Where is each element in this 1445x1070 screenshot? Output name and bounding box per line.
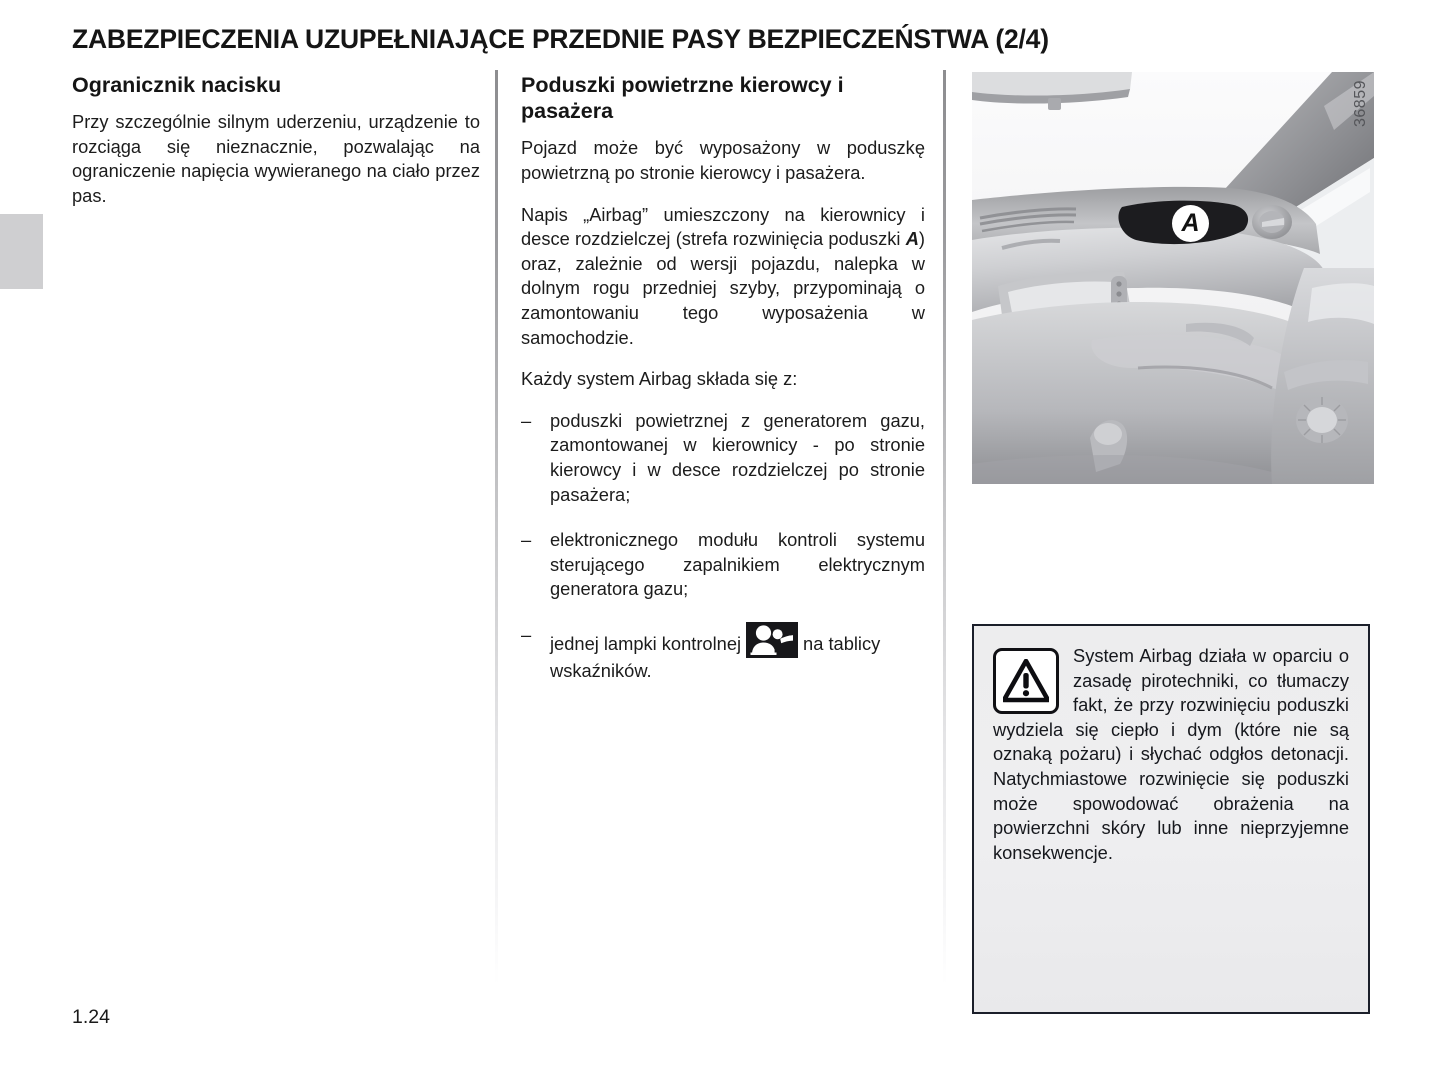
list-item-text-after-icon: na tablicy wskaźników. [550,632,881,681]
warning-triangle-icon [993,648,1059,714]
chapter-edge-tab [0,214,43,289]
airbag-components-list [521,409,925,684]
list-dash: – [521,409,532,431]
middle-column [521,72,925,684]
list-item-text-before-icon: jednej lampki kontrolnej [550,632,742,654]
figure-callout-a: A [1172,205,1209,242]
list-item-text: elektronicznego modułu kontroli systemu sterującego zapalnikiem elektrycznym generatora gazu; [550,529,925,600]
page-title: ZABEZPIECZENIA UZUPEŁNIAJĄCE PRZEDNIE PASY BEZPIECZEŃSTWA (2/4) [72,24,1049,54]
airbag-components-lead: Każdy system Airbag składa się z: [521,368,798,390]
figure-reference-number: 36859 [1352,80,1369,127]
airbag-label-paragraph [521,203,925,351]
left-column-heading: Ogranicznik nacisku [72,73,282,97]
left-column [72,72,480,209]
airbag-zone-emphasis: A [905,228,919,250]
column-divider-right [943,70,946,985]
airbag-label-paragraph-part2: ) oraz, zależnie od wersji pojazdu, nalepka w dolnym rogu przedniej szyby, przypominają o zamontowaniu tego wyposażenia w samochodzie. [521,228,925,348]
list-dash: – [521,529,532,551]
list-dash: – [521,623,532,645]
list-item [521,528,925,602]
list-item [521,409,925,507]
left-column-paragraph: Przy szczególnie silnym uderzeniu, urządzenie to rozciąga się nieznacznie, pozwalając na ograniczenie napięcia wywieranego na ciało przez pas. [72,111,480,206]
warning-panel [972,624,1370,1014]
list-item-text: poduszki powietrznej z generatorem gazu, zamontowanej w kierownicy - po stronie kierowcy i w desce rozdzielczej po stronie pasażera; [550,409,925,505]
airbag-warning-lamp-icon [746,622,798,658]
middle-column-heading: Poduszki powietrzne kierowcy i pasażera [521,73,844,124]
airbag-label-paragraph-part1: Napis „Airbag” umieszczony na kierownicy i desce rozdzielczej (strefa rozwinięcia poduszki [521,203,925,250]
dashboard-illustration [972,72,1374,484]
airbag-intro-paragraph: Pojazd może być wyposażony w poduszkę powietrzną po stronie kierowcy i pasażera. [521,137,925,184]
column-divider-left [495,70,498,985]
list-item [521,623,925,684]
page-number: 1.24 [72,1006,110,1028]
warning-text: System Airbag działa w oparciu o zasadę pirotechniki, co tłumaczy fakt, że przy rozwinięciu poduszki wydziela się ciepło i dym (które nie są oznaką pożaru) i słychać odgłos detonacji. Natychmiastowe rozwinięcie się poduszki może spowodować obrażenia na powierzchni skóry lub inne nieprzyjemne konsekwencje. [993,645,1349,863]
